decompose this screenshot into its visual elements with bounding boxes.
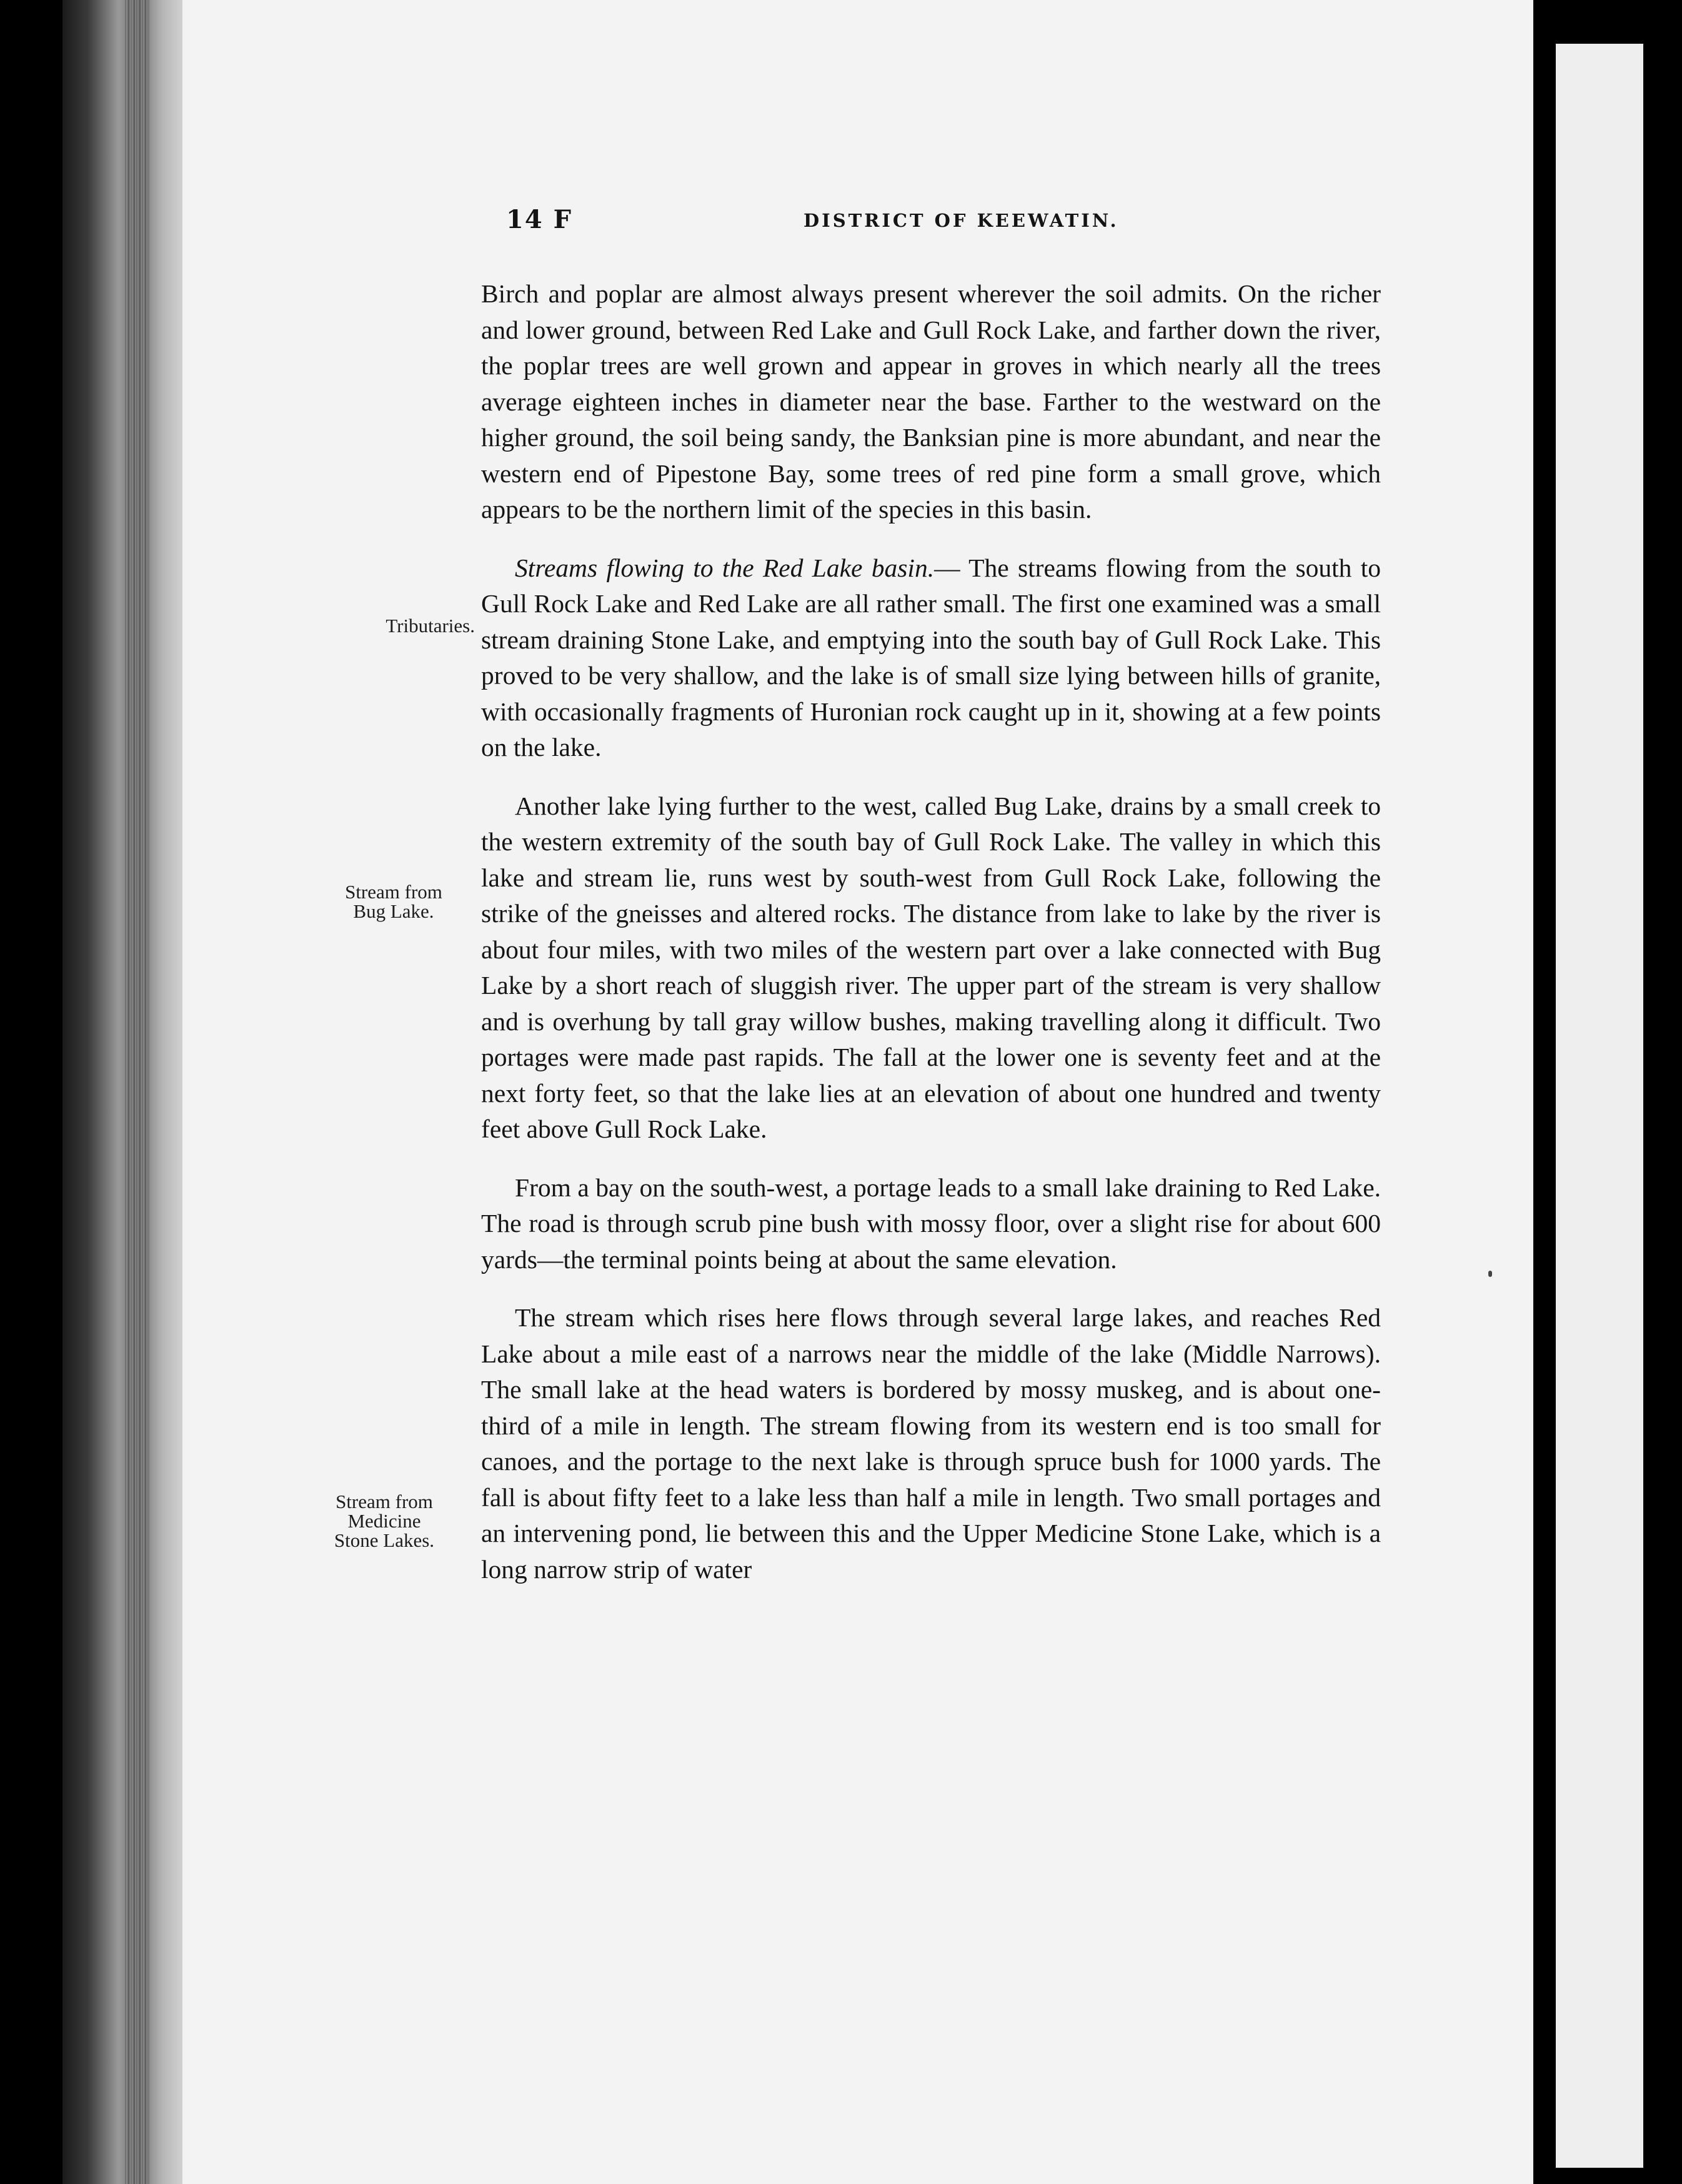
sidenote-bug-lake [319,882,469,921]
paragraph-medicine-stone: The stream which rises here flows through several large lakes, and reaches Red Lake about a mile east of a narrows near the middle of the lake (Middle Narrows). The small lake at the head waters is bordered by mossy muskeg, and is about one-third of a mile in length. The stream flowing from its western end is too small for canoes, and the portage to the next lake is through spruce bush for 1000 yards. The fall is about fifty feet to a lake less than half a mile in length. Two small portages and an intervening pond, lie between this and the Upper Medicine Stone Lake, which is a long narrow strip of water [481,1303,1381,1584]
paragraph-portage: From a bay on the south-west, a portage leads to a small lake draining to Red Lake. The road is through scrub pine bush with mossy floor, over a slight rise for about 600 yards—the terminal points being at about the same elevation. [481,1173,1381,1274]
page-stack-edge [125,0,150,2184]
running-head [506,205,1131,242]
adjacent-page-edge [1556,44,1643,2168]
sidenote-tributaries [331,616,475,635]
scan-speck [1488,1271,1492,1277]
paragraph-bug-lake: Another lake lying further to the west, called Bug Lake, drains by a small creek to the western extremity of the south bay of Gull Rock Lake. The valley in which this lake and stream lie, runs west by south-west from Gull Rock Lake, following the strike of the gneisses and altered rocks. The distance from lake to lake by the river is about four miles, with two miles of the western part over a lake connected with Bug Lake by a short reach of sluggish river. The upper part of the stream is very shallow and is overhung by tall gray willow bushes, making travelling along it difficult. Two portages were made past rapids. The fall at the lower one is seventy feet and at the next forty feet, so that the lake lies at an elevation of about one hundred and twenty feet above Gull Rock Lake. [481,791,1381,1143]
page-number: 14 F [506,205,572,234]
paragraph-birch-poplar: Birch and poplar are almost always present wherever the soil admits. On the richer and lower ground, between Red Lake and Gull Rock Lake, and farther down the river, the poplar trees are well grown and appear in groves in which nearly all the trees average eighteen inches in diameter near the base. Farther to the westward on the higher ground, the soil being sandy, the Banksian pine is more abundant, and near the western end of Pipestone Bay, some trees of red pine form a small grove, which appears to be the northern limit of the species in this basin. [481,279,1381,524]
body-text [481,276,1381,1587]
sidenote-medicine-stone [310,1492,459,1550]
sidenote-line: Stone Lakes. [334,1529,435,1551]
paragraph-text: — The streams flowing from the south to Gull Rock Lake and Red Lake are all rather small. The first one examined was a small stream draining Stone Lake, and emptying into the south bay of Gull Rock Lake. This proved to be very shallow, and the lake is of small size lying between hills of granite, with occasionally fragments of Huronian rock caught up in it, showing at a few points on the lake. [481,553,1381,762]
paragraph-streams [481,550,1381,766]
sidenote-line: Tributaries. [386,615,475,637]
sidenote-line: Stream from [345,881,442,903]
paragraph-heading: Streams flowing to the Red Lake basin. [515,553,935,582]
sidenote-line: Medicine [347,1510,421,1532]
running-title: DISTRICT OF KEEWATIN. [804,210,1119,231]
sidenote-line: Bug Lake. [353,900,434,922]
sidenote-line: Stream from [336,1491,433,1512]
